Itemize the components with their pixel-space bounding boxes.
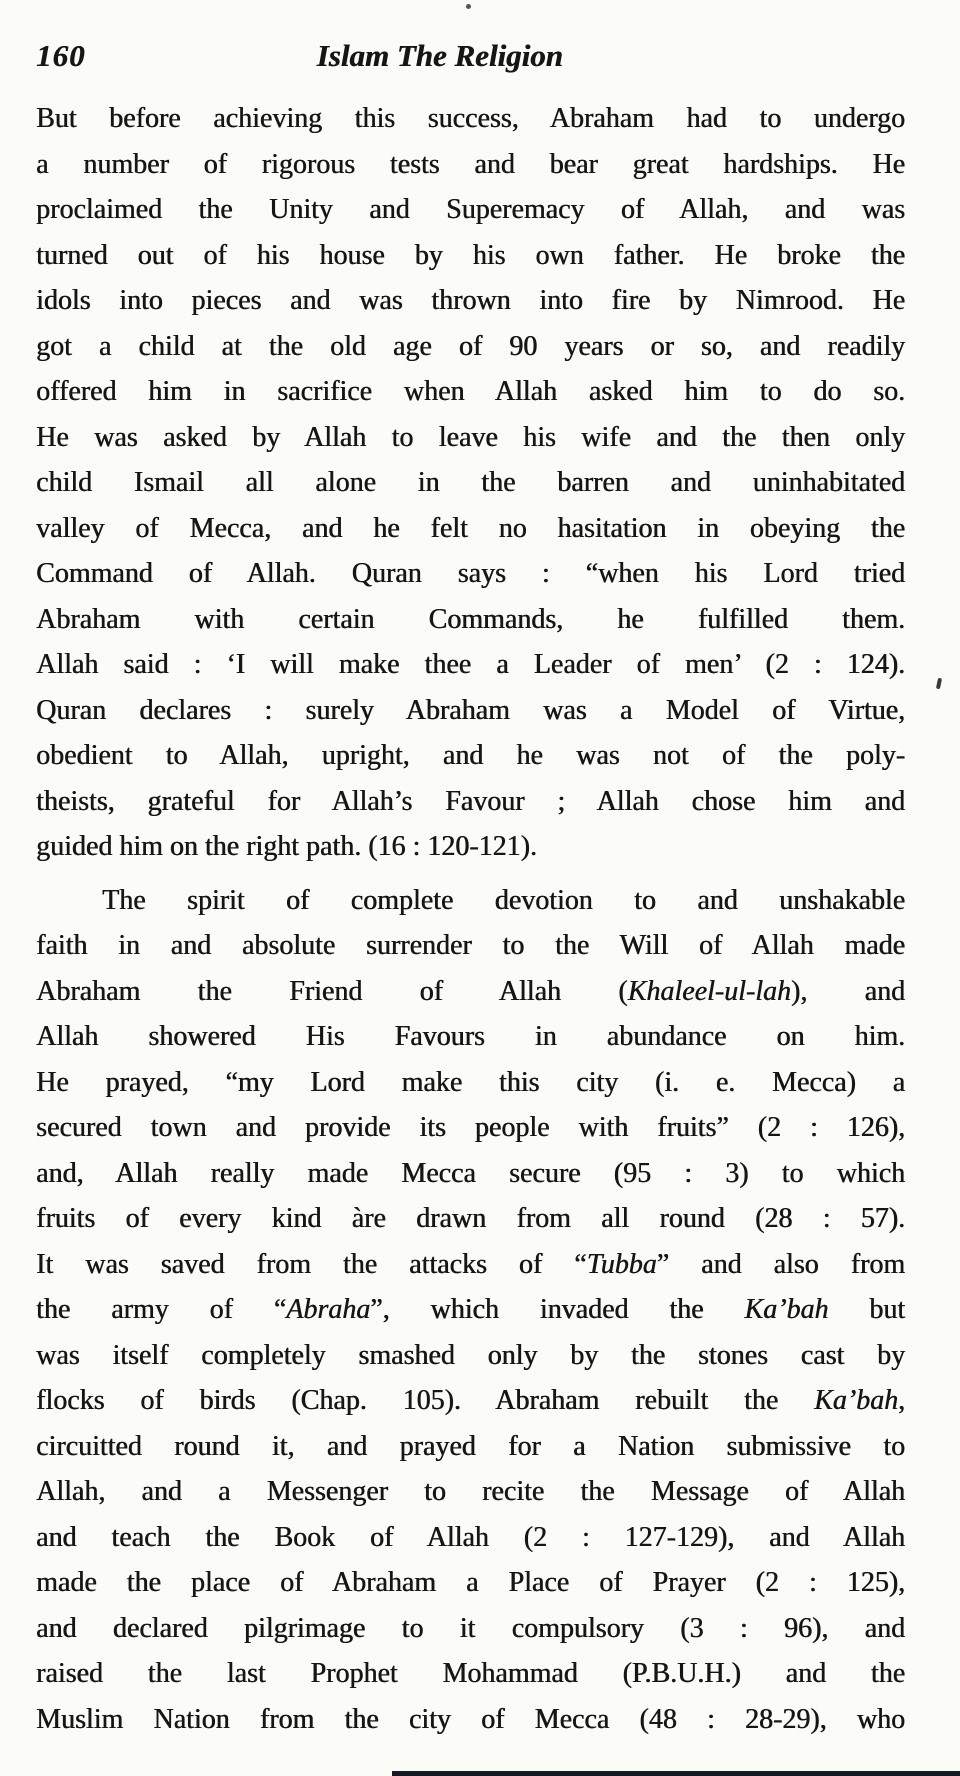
text-segment: and declared pilgrimage to it compulsory (3 : 96), and: [36, 1612, 905, 1644]
scan-speck: [936, 678, 942, 690]
text-line: [36, 878, 905, 924]
text-line: [36, 1469, 905, 1515]
text-segment: Command of Allah. Quran says : “when his Lord tried: [36, 558, 905, 589]
italic-term: Ka’bah: [744, 1294, 829, 1325]
text-line: [36, 233, 905, 279]
text-segment: and, Allah really made Mecca secure (95 : 3) to which: [36, 1157, 905, 1189]
text-segment: proclaimed the Unity and Superemacy of Allah, and was: [36, 194, 905, 225]
text-line: [36, 324, 905, 370]
text-segment: a number of rigorous tests and bear great hardships. He: [36, 148, 905, 180]
italic-term: Abraha: [286, 1294, 371, 1325]
text-line: [36, 187, 905, 233]
text-line: [36, 142, 905, 188]
text-segment: Allah, and a Messenger to recite the Message of Allah: [36, 1476, 905, 1507]
text-segment: got a child at the old age of 90 years or so, and readily: [36, 330, 905, 362]
text-line: [36, 1651, 905, 1697]
text-segment: He was asked by Allah to leave his wife and the then only: [36, 421, 905, 453]
text-line: [36, 369, 905, 415]
text-line: [36, 1424, 905, 1470]
text-line: [36, 551, 905, 597]
text-line: [36, 923, 905, 969]
text-segment: secured town and provide its people with fruits” (2 : 126),: [36, 1112, 905, 1143]
text-line: [36, 779, 905, 825]
text-line: [36, 642, 905, 688]
text-segment: made the place of Abraham a Place of Prayer (2 : 125),: [36, 1567, 905, 1598]
text-line: [36, 1151, 905, 1197]
text-line: [36, 460, 905, 506]
text-segment: But before achieving this success, Abraham had to undergo: [36, 103, 905, 134]
text-segment: Muslim Nation from the city of Mecca (48 : 28-29), who: [36, 1703, 905, 1735]
text-segment: Abraham with certain Commands, he fulfilled them.: [36, 603, 905, 635]
paragraph: [36, 878, 905, 1743]
text-segment: ”, which invaded the: [370, 1294, 745, 1325]
text-line: [36, 733, 905, 779]
text-segment: idols into pieces and was thrown into fire by Nimrood. He: [36, 285, 905, 316]
text-segment: fruits of every kind àre drawn from all round (28 : 57).: [36, 1203, 905, 1234]
text-segment: It was saved from the attacks of “: [36, 1248, 587, 1280]
text-segment: raised the last Prophet Mohammad (P.B.U.H.) and the: [36, 1658, 905, 1689]
page-title: Islam The Religion: [316, 38, 563, 73]
text-line: [36, 278, 905, 324]
text-segment: but: [828, 1294, 905, 1325]
page-number: 160: [36, 38, 86, 73]
italic-term: Ka’bah: [814, 1385, 898, 1416]
text-segment: Allah showered His Favours in abundance on him.: [36, 1021, 905, 1052]
text-segment: theists, grateful for Allah’s Favour ; Allah chose him and: [36, 785, 905, 817]
text-segment: valley of Mecca, and he felt no hasitation in obeying the: [36, 512, 905, 544]
text-line: [36, 1242, 905, 1288]
text-line: [36, 1560, 905, 1606]
page-header: [36, 38, 904, 74]
text-line: [36, 688, 905, 734]
scan-speck: [466, 4, 471, 9]
text-line: [36, 415, 905, 461]
italic-term: Khaleel-ul-lah: [627, 975, 791, 1007]
text-line: [36, 1060, 905, 1106]
text-line: [36, 1697, 905, 1743]
text-segment: flocks of birds (Chap. 105). Abraham rebuilt the: [36, 1385, 814, 1416]
text-segment: The spirit of complete devotion to and unshakable: [102, 884, 905, 916]
text-segment: obedient to Allah, upright, and he was not of the poly-: [36, 740, 905, 771]
text-segment: was itself completely smashed only by the stones cast by: [36, 1339, 905, 1371]
text-segment: circuitted round it, and prayed for a Nation submissive to: [36, 1430, 905, 1462]
text-segment: Allah said : ‘I will make thee a Leader of men’ (2 : 124).: [36, 649, 905, 680]
text-line: [36, 1515, 905, 1561]
text-line: [36, 1606, 905, 1652]
text-line: [36, 1014, 905, 1060]
text-segment: Quran declares : surely Abraham was a Model of Virtue,: [36, 694, 905, 726]
text-line: [36, 96, 905, 142]
text-line: [36, 1196, 905, 1242]
text-segment: ” and also from: [656, 1248, 905, 1280]
text-segment: and teach the Book of Allah (2 : 127-129), and Allah: [36, 1521, 905, 1553]
scan-edge-artifact: [392, 1771, 960, 1776]
text-line: [36, 1287, 905, 1333]
text-line: [36, 824, 905, 870]
text-segment: Abraham the Friend of Allah (: [36, 975, 628, 1007]
text-segment: offered him in sacrifice when Allah asked him to do so.: [36, 376, 905, 407]
paragraph: [36, 96, 905, 870]
text-segment: ), and: [790, 975, 905, 1007]
text-body: [36, 96, 905, 1742]
text-line: [36, 1333, 905, 1379]
text-line: [36, 597, 905, 643]
text-line: [36, 1105, 905, 1151]
text-segment: He prayed, “my Lord make this city (i. e. Mecca) a: [36, 1066, 905, 1098]
text-segment: faith in and absolute surrender to the Will of Allah made: [36, 930, 905, 961]
text-segment: turned out of his house by his own father. He broke the: [36, 239, 905, 271]
text-segment: the army of “: [36, 1294, 287, 1325]
text-line: [36, 506, 905, 552]
text-line: [36, 1378, 905, 1424]
text-segment: guided him on the right path. (16 : 120-121).: [36, 831, 537, 862]
text-segment: ,: [898, 1385, 905, 1416]
italic-term: Tubba: [586, 1248, 657, 1280]
text-line: [36, 969, 905, 1015]
text-segment: child Ismail all alone in the barren and uninhabitated: [36, 467, 905, 498]
